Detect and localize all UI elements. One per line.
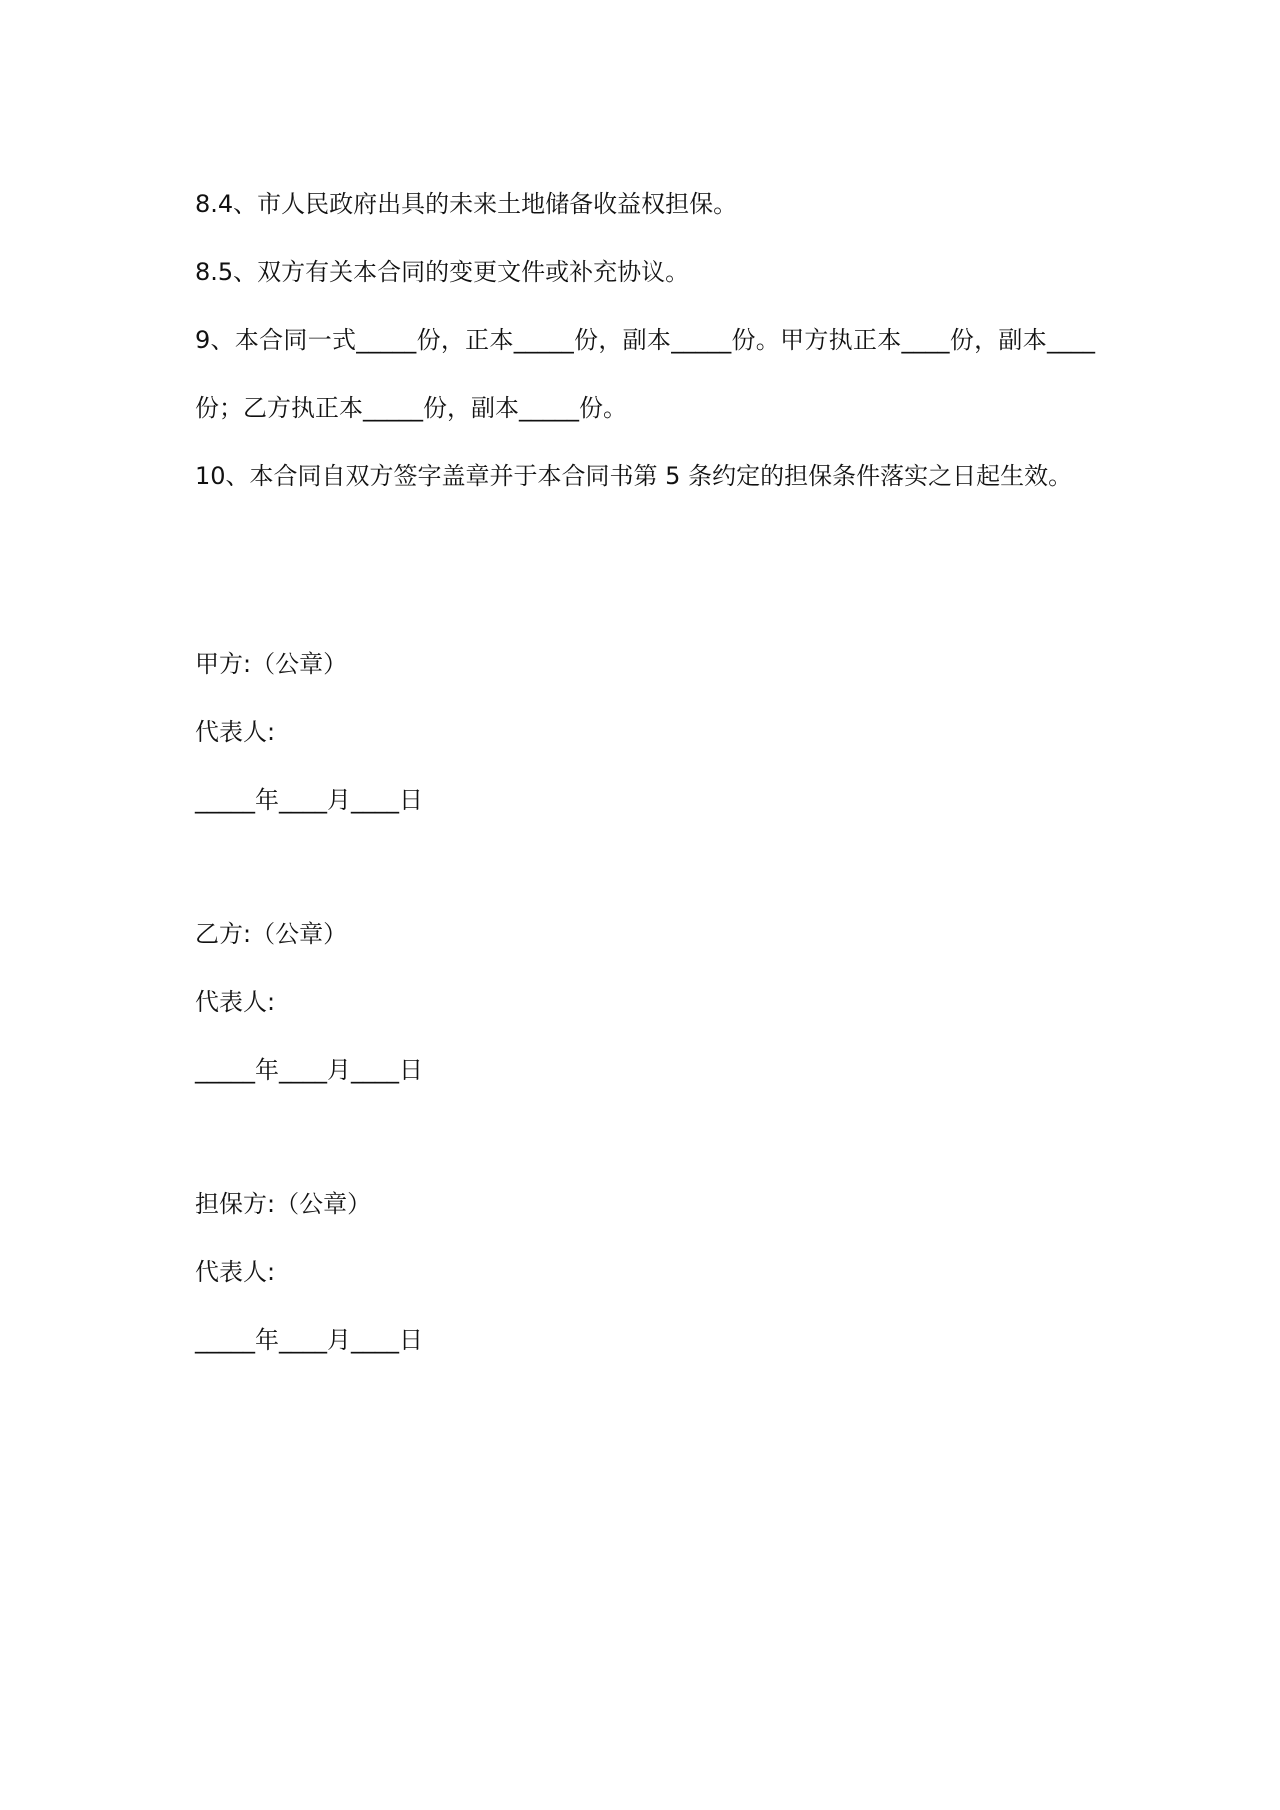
party-b-signature (195, 900, 795, 1104)
clause-9: 9、本合同一式_____份，正本_____份，副本_____份。甲方执正本____份，副本____份；乙方执正本_____份，副本_____份。 (195, 326, 1095, 422)
party-b-representative: 代表人: (195, 988, 276, 1016)
contract-clauses (195, 170, 1095, 510)
party-a-date: _____年____月____日 (195, 786, 423, 814)
guarantor-seal: 担保方:（公章） (195, 1190, 372, 1218)
party-b-date: _____年____月____日 (195, 1056, 423, 1084)
clause-10: 10、本合同自双方签字盖章并于本合同书第 5 条约定的担保条件落实之日起生效。 (195, 462, 1073, 490)
party-a-signature (195, 630, 795, 834)
clause-8-5: 8.5、双方有关本合同的变更文件或补充协议。 (195, 258, 690, 286)
guarantor-representative: 代表人: (195, 1258, 276, 1286)
clause-8-4: 8.4、市人民政府出具的未来土地储备收益权担保。 (195, 190, 738, 218)
party-b-seal: 乙方:（公章） (195, 920, 348, 948)
guarantor-date: _____年____月____日 (195, 1326, 423, 1354)
party-a-representative: 代表人: (195, 718, 276, 746)
guarantor-signature (195, 1170, 795, 1374)
party-a-seal: 甲方:（公章） (195, 650, 348, 678)
